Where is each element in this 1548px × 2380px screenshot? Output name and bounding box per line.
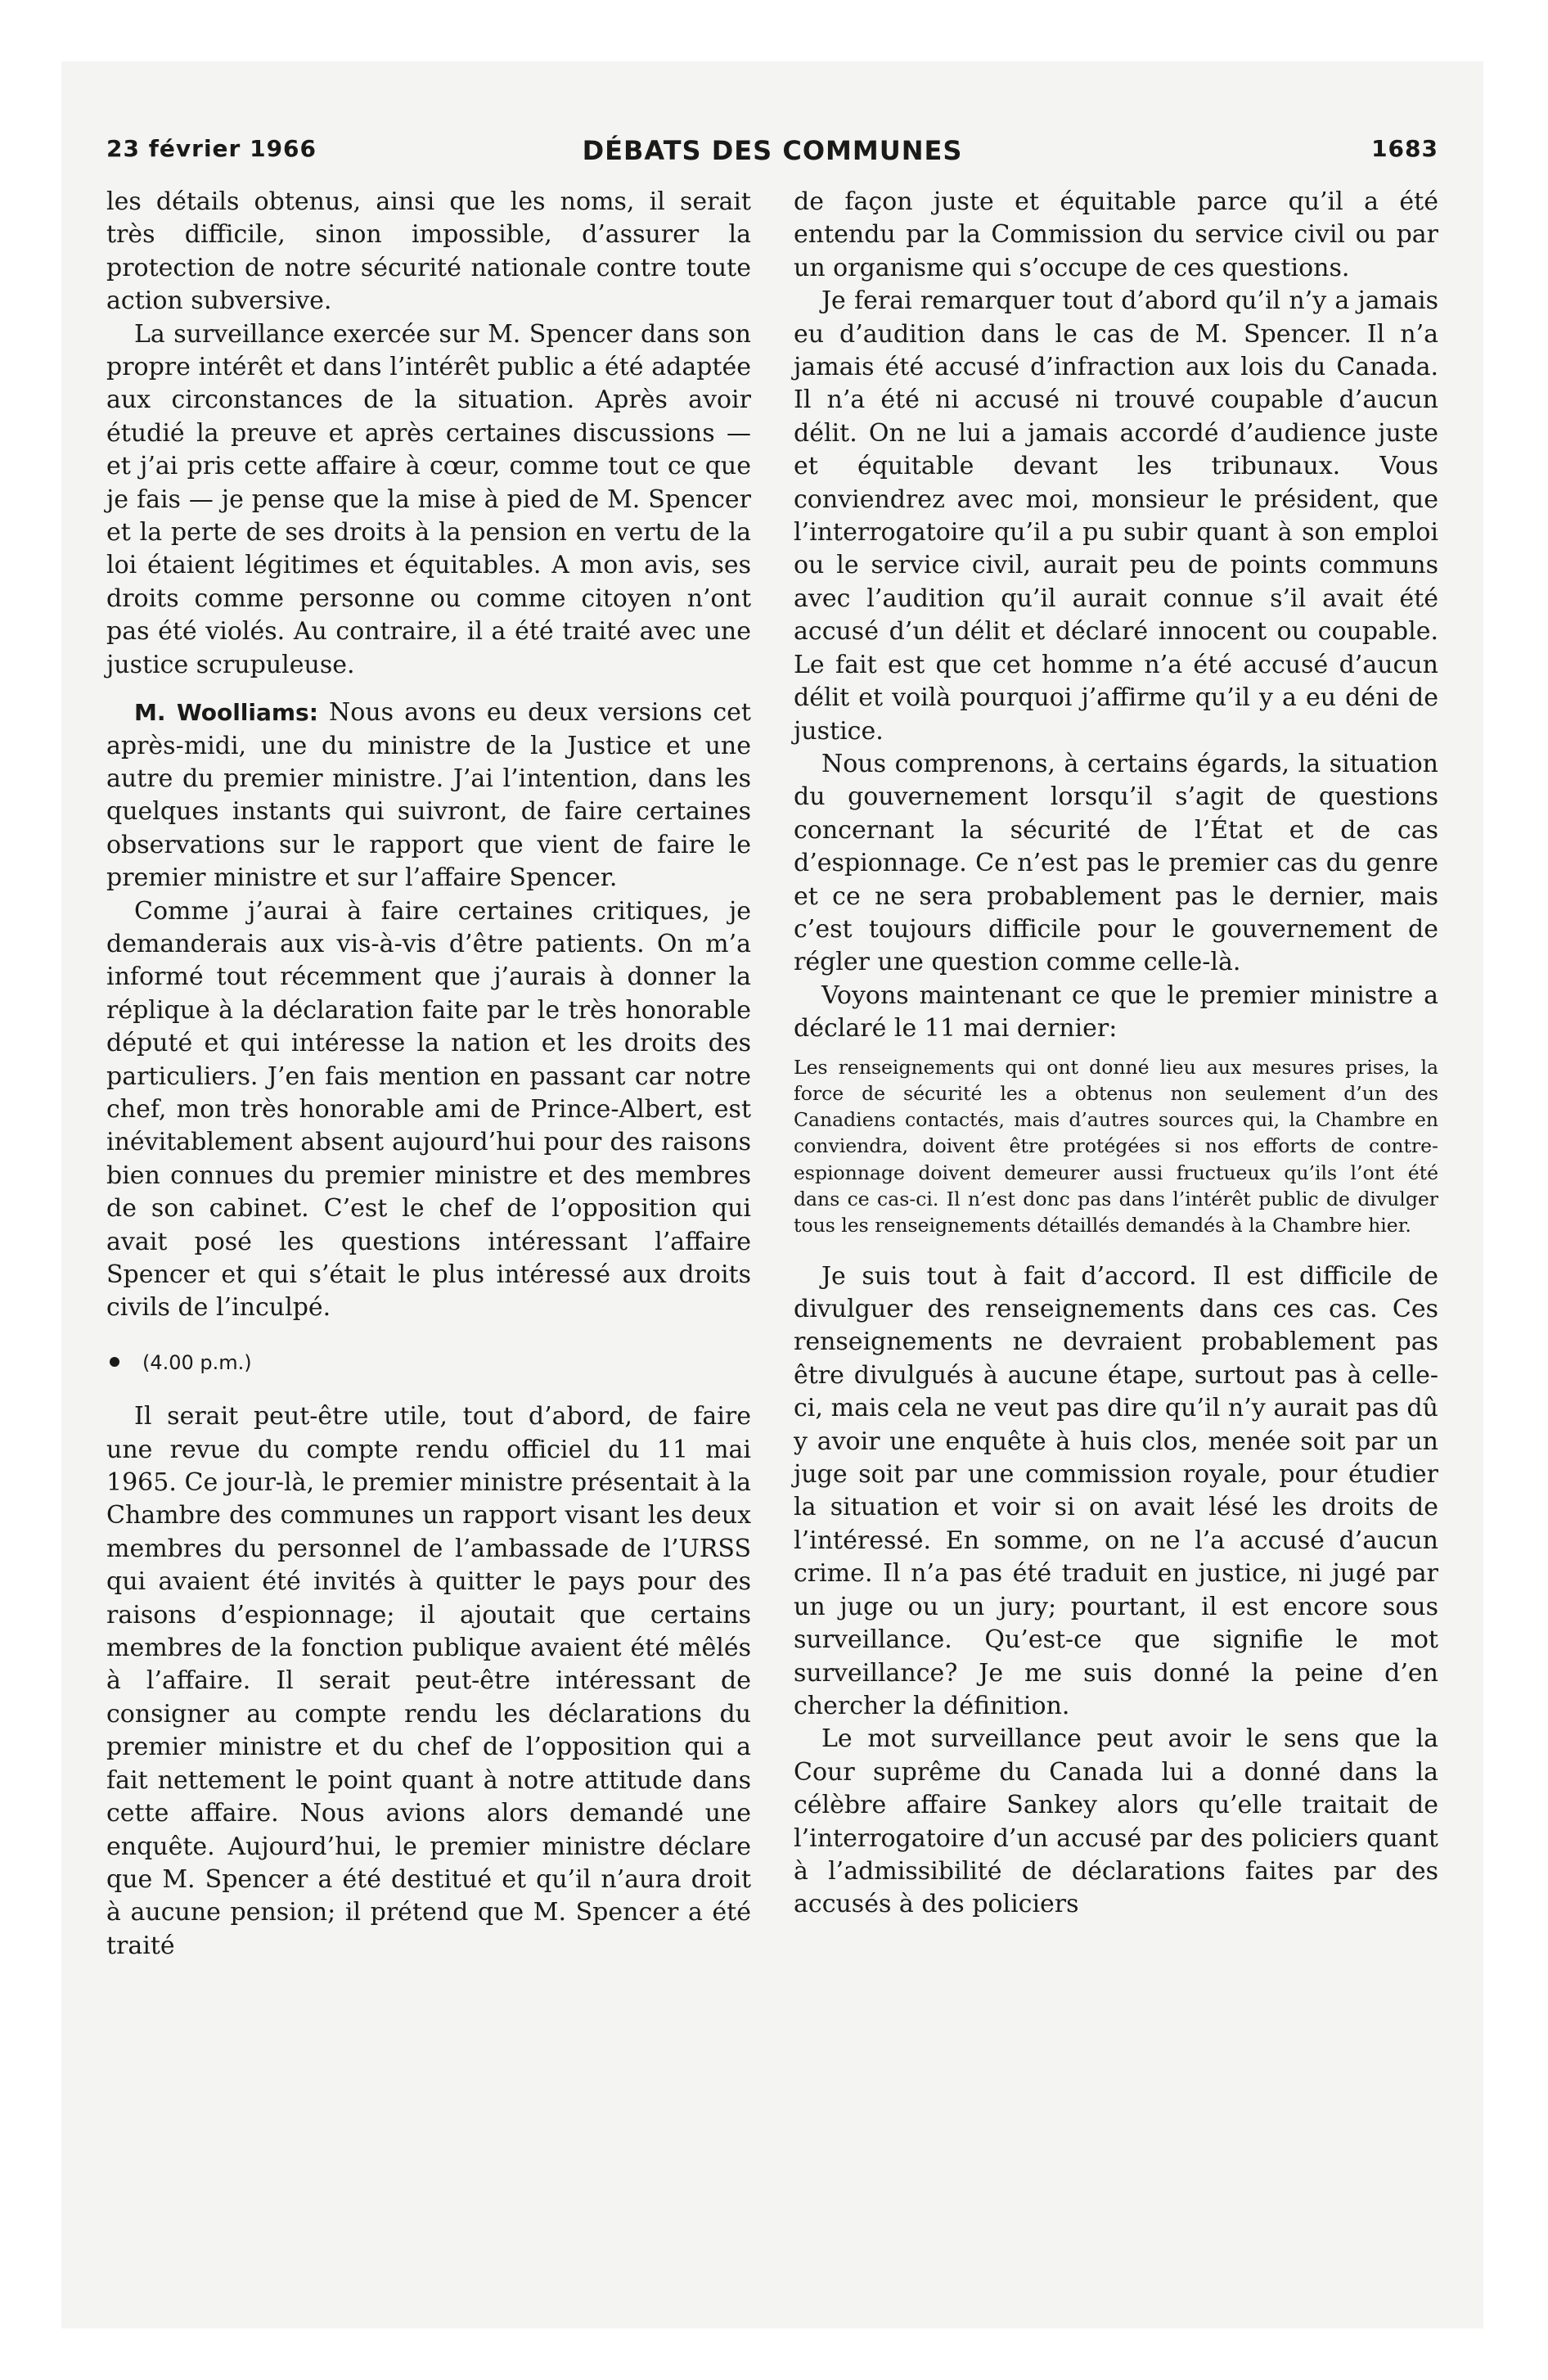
left-column xyxy=(106,186,751,1963)
paragraph: Voyons maintenant ce que le premier ministre a déclaré le 11 mai dernier: xyxy=(794,980,1438,1044)
paragraph: Le mot surveillance peut avoir le sens que la Cour suprême du Canada lui a donné dans la célèbre affaire Sankey alors qu’elle traitait de l’interrogatoire d’un accusé par des policiers quant à l’admissibilité de déclarations faites par des accusés à des policiers xyxy=(794,1724,1438,1919)
paragraph: les détails obtenus, ainsi que les noms, il serait très difficile, sinon impossible, d’assurer la protection de notre sécurité nationale contre toute action subversive. xyxy=(106,187,751,316)
paragraph: Il serait peut-être utile, tout d’abord, de faire une revue du compte rendu officiel du 11 mai 1965. Ce jour-là, le premier ministre présentait à la Chambre des communes un rapport visant les deux membres du personnel de l’ambassade de l’URSS qui avaient été invités à quitter le pays pour des raisons d’espionnage; il ajoutait que certains membres de la fonction publique avaient été mêlés à l’affaire. Il serait peut-être intéressant de consigner au compte rendu les déclarations du premier ministre et du chef de l’opposition qui a fait nettement le point quant à notre attitude dans cette affaire. Nous avions alors demandé une enquête. Aujourd’hui, le premier ministre déclare que M. Spencer a été destitué et qu’il n’aura droit à aucune pension; il prétend que M. Spencer a été traité xyxy=(106,1402,751,1960)
paragraph: Nous comprenons, à certains égards, la situation du gouvernement lorsqu’il s’agit de questions concernant la sécurité de l’État et de cas d’espionnage. Ce n’est pas le premier cas du genre et ce ne sera probablement pas le dernier, mais c’est toujours difficile pour le gouvernement de régler une question comme celle-là. xyxy=(794,749,1438,977)
speech-paragraph xyxy=(106,696,751,895)
speaker-name: M. Woolliams: xyxy=(134,699,318,727)
time-label: (4.00 p.m.) xyxy=(142,1350,252,1374)
paragraph: La surveillance exercée sur M. Spencer dans son propre intérêt et dans l’intérêt public a été adaptée aux circonstances de la situation. Après avoir étudié la preuve et après certaines discussions — et j’ai pris cette affaire à cœur, comme tout ce que je fais — je pense que la mise à pied de M. Spencer et la perte de ses droits à la pension en vertu de la loi étaient légitimes et équitables. A mon avis, ses droits comme personne ou comme citoyen n’ont pas été violés. Au contraire, il a été traité avec une justice scrupuleuse. xyxy=(106,319,751,679)
speech-text: Nous avons eu deux versions cet après-midi, une du ministre de la Justice et une autre du premier ministre. J’ai l’intention, dans les quelques instants qui suivront, de faire certaines observations sur le rapport que vient de faire le premier ministre et sur l’affaire Spencer. xyxy=(106,698,751,893)
block-quote: Les renseignements qui ont donné lieu aux mesures prises, la force de sécurité les a obtenus non seulement d’un des Canadiens contactés, mais d’autres sources qui, la Chambre en conviendra, doivent être protégées si nos efforts de contre-espionnage doivent demeurer aussi fructueux qu’ils l’ont été dans ce cas-ci. Il n’est donc pas dans l’intérêt public de divulger tous les renseignements détaillés demandés à la Chambre hier. xyxy=(794,1055,1438,1237)
time-marker xyxy=(106,1346,751,1379)
page-content xyxy=(106,135,1438,2296)
paragraph: Je ferai remarquer tout d’abord qu’il n’y a jamais eu d’audition dans le cas de M. Spencer. Il n’a jamais été accusé d’infraction aux lois du Canada. Il n’a été ni accusé ni trouvé coupable d’aucun délit. On ne lui a jamais accordé d’audience juste et équitable devant les tribunaux. Vous conviendrez avec moi, monsieur le président, que l’interrogatoire qu’il a pu subir quant à son emploi ou le service civil, aurait peu de points communs avec l’audition qu’il aurait connue s’il avait été accusé d’un délit et déclaré innocent ou coupable. Le fait est que cet homme n’a été accusé d’aucun délit et voilà pourquoi j’affirme qu’il y a eu déni de justice. xyxy=(794,286,1438,746)
header-title: DÉBATS DES COMMUNES xyxy=(582,135,963,166)
right-column xyxy=(794,186,1438,1922)
paragraph: de façon juste et équitable parce qu’il a été entendu par la Commission du service civil ou par un organisme qui s’occupe de ces questions. xyxy=(794,187,1438,282)
running-header xyxy=(106,135,1438,176)
scanned-page xyxy=(61,61,1483,2328)
bullet-icon xyxy=(110,1357,119,1367)
header-date: 23 février 1966 xyxy=(106,135,317,162)
paragraph: Je suis tout à fait d’accord. Il est difficile de divulguer des renseignements dans ces cas. Ces renseignements ne devraient probablement pas être divulgués à aucune étape, surtout pas à celle-ci, mais cela ne veut pas dire qu’il n’y aurait pas dû y avoir une enquête à huis clos, menée soit par un juge soit par une commission royale, pour étudier la situation et voir si on avait lésé les droits de l’intéressé. En somme, on ne l’a accusé d’aucun crime. Il n’a pas été traduit en justice, ni jugé par un juge ou un jury; pourtant, il est encore sous surveillance. Qu’est-ce que signifie le mot surveillance? Je me suis donné la peine d’en chercher la définition. xyxy=(794,1261,1438,1720)
page-number: 1683 xyxy=(1371,135,1438,162)
paragraph: Comme j’aurai à faire certaines critiques, je demanderais aux vis-à-vis d’être patients. On m’a informé tout récemment que j’aurais à donner la réplique à la déclaration faite par le très honorable député et qui intéresse la nation et les droits des particuliers. J’en fais mention en passant car notre chef, mon très honorable ami de Prince-Albert, est inévitablement absent aujourd’hui pour des raisons bien connues du premier ministre et des membres de son cabinet. C’est le chef de l’opposition qui avait posé les questions intéressant l’affaire Spencer et qui s’était le plus intéressé aux droits civils de l’inculpé. xyxy=(106,896,751,1323)
